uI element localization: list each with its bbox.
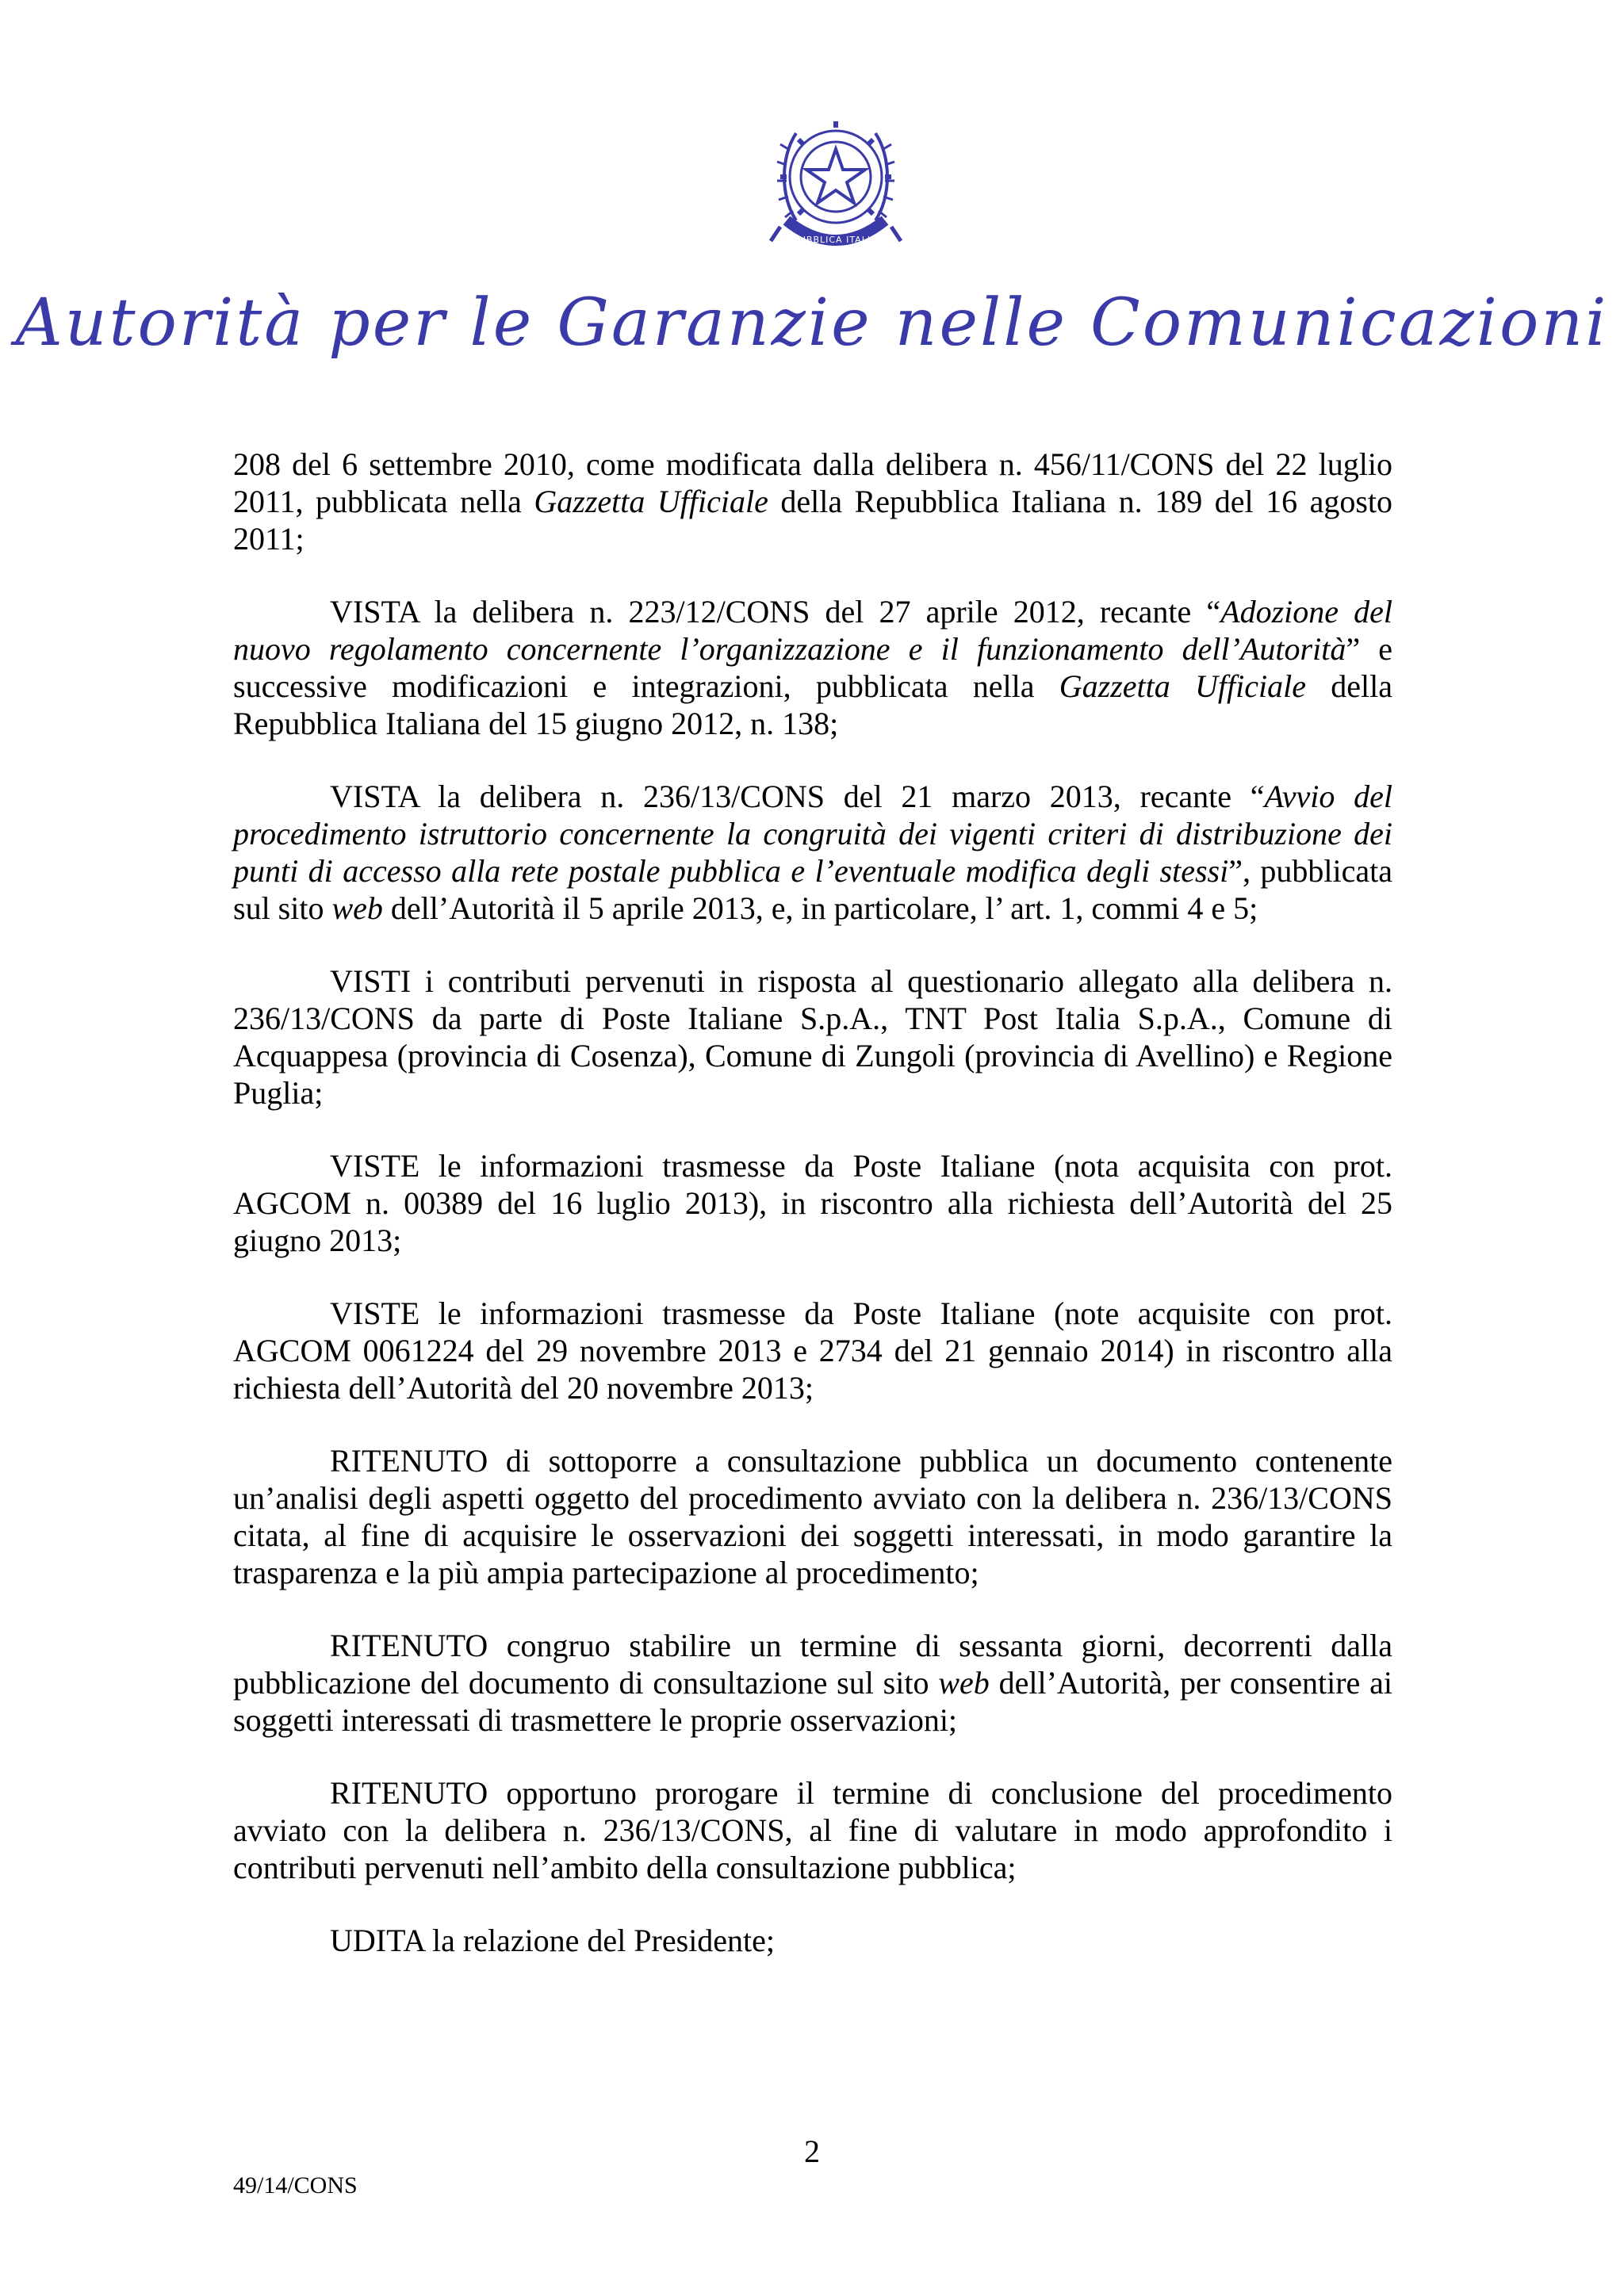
paragraph-4 bbox=[233, 1147, 1392, 1259]
emblem-of-italy-icon bbox=[764, 101, 907, 268]
italic-text-run: Gazzetta Ufficiale bbox=[534, 484, 768, 519]
authority-name-header: Autorità per le Garanzie nelle Comunicazioni bbox=[15, 285, 1609, 361]
paragraph-9 bbox=[233, 1922, 1392, 1959]
text-run: della Repubblica Italiana n. 189 del 16 agosto 2011; bbox=[233, 484, 1392, 557]
text-run: VISTI i contributi pervenuti in risposta al questionario allegato alla delibera n. 236/13/CONS da parte di Poste Italiane S.p.A., TNT Post Italia S.p.A., Comune di Acquappesa (provincia di Cosenza), Comune di Zungoli (provincia di Avellino) e Regione Puglia; bbox=[233, 963, 1392, 1111]
text-run: RITENUTO congruo stabilire un termine di sessanta giorni, decorrenti dalla pubblicazione del documento di consultazione sul sito bbox=[233, 1628, 1392, 1701]
text-run: ” e successive modificazioni e integrazioni, pubblicata nella bbox=[233, 631, 1392, 704]
paragraph-3 bbox=[233, 962, 1392, 1112]
text-run: RITENUTO opportuno prorogare il termine di conclusione del procedimento avviato con la delibera n. 236/13/CONS, al fine di valutare in modo approfondito i contributi pervenuti nell’ambito della consultazione pubblica; bbox=[233, 1775, 1392, 1885]
text-run: VISTA la delibera n. 236/13/CONS del 21 marzo 2013, recante “ bbox=[330, 779, 1265, 814]
paragraph-6 bbox=[233, 1442, 1392, 1591]
text-run: UDITA la relazione del Presidente; bbox=[330, 1923, 776, 1958]
text-run: della Repubblica Italiana del 15 giugno 2012, n. 138; bbox=[233, 668, 1392, 741]
emblem-ribbon-text: REPUBBLICA ITALIANA bbox=[779, 235, 892, 245]
page-number: 2 bbox=[804, 2133, 820, 2169]
text-run: VISTE le informazioni trasmesse da Poste Italiane (note acquisite con prot. AGCOM 0061224 del 29 novembre 2013 e 2734 del 21 gennaio 2014) in riscontro alla richiesta dell’Autorità del 20 novembre 2013; bbox=[233, 1295, 1392, 1406]
paragraph-1 bbox=[233, 593, 1392, 742]
italic-text-run: Gazzetta Ufficiale bbox=[1059, 668, 1306, 704]
document-code: 49/14/CONS bbox=[233, 2172, 358, 2198]
text-run: VISTA la delibera n. 223/12/CONS del 27 aprile 2012, recante “ bbox=[330, 594, 1221, 629]
document-body bbox=[233, 446, 1392, 1995]
paragraph-8 bbox=[233, 1774, 1392, 1886]
text-run: dell’Autorità il 5 aprile 2013, e, in particolare, l’ art. 1, commi 4 e 5; bbox=[382, 890, 1258, 926]
paragraph-2 bbox=[233, 778, 1392, 927]
paragraph-0 bbox=[233, 446, 1392, 557]
italic-text-run: web bbox=[938, 1665, 990, 1701]
italic-text-run: Adozione del nuovo regolamento concernente l’organizzazione e il funzionamento dell’Autorità bbox=[233, 594, 1392, 667]
paragraph-7 bbox=[233, 1627, 1392, 1739]
text-run: dell’Autorità, per consentire ai soggetti interessati di trasmettere le proprie osservazioni; bbox=[233, 1665, 1393, 1738]
text-run: RITENUTO di sottoporre a consultazione pubblica un documento contenente un’analisi degli aspetti oggetto del procedimento avviato con la delibera n. 236/13/CONS citata, al fine di acquisire le osservazioni dei soggetti interessati, in modo garantire la trasparenza e la più ampia partecipazione al procedimento; bbox=[233, 1443, 1392, 1590]
italic-text-run: web bbox=[331, 890, 383, 926]
paragraph-5 bbox=[233, 1295, 1392, 1406]
italic-text-run: Avvio del procedimento istruttorio concernente la congruità dei vigenti criteri di distribuzione dei punti di accesso alla rete postale pubblica e l’eventuale modifica degli stessi bbox=[233, 779, 1393, 889]
text-run: VISTE le informazioni trasmesse da Poste Italiane (nota acquisita con prot. AGCOM n. 00389 del 16 luglio 2013), in riscontro alla richiesta dell’Autorità del 25 giugno 2013; bbox=[233, 1148, 1392, 1258]
text-run: ”, pubblicata sul sito bbox=[233, 853, 1393, 926]
text-run: 208 del 6 settembre 2010, come modificata dalla delibera n. 456/11/CONS del 22 luglio 2011, pubblicata nella bbox=[233, 446, 1392, 519]
